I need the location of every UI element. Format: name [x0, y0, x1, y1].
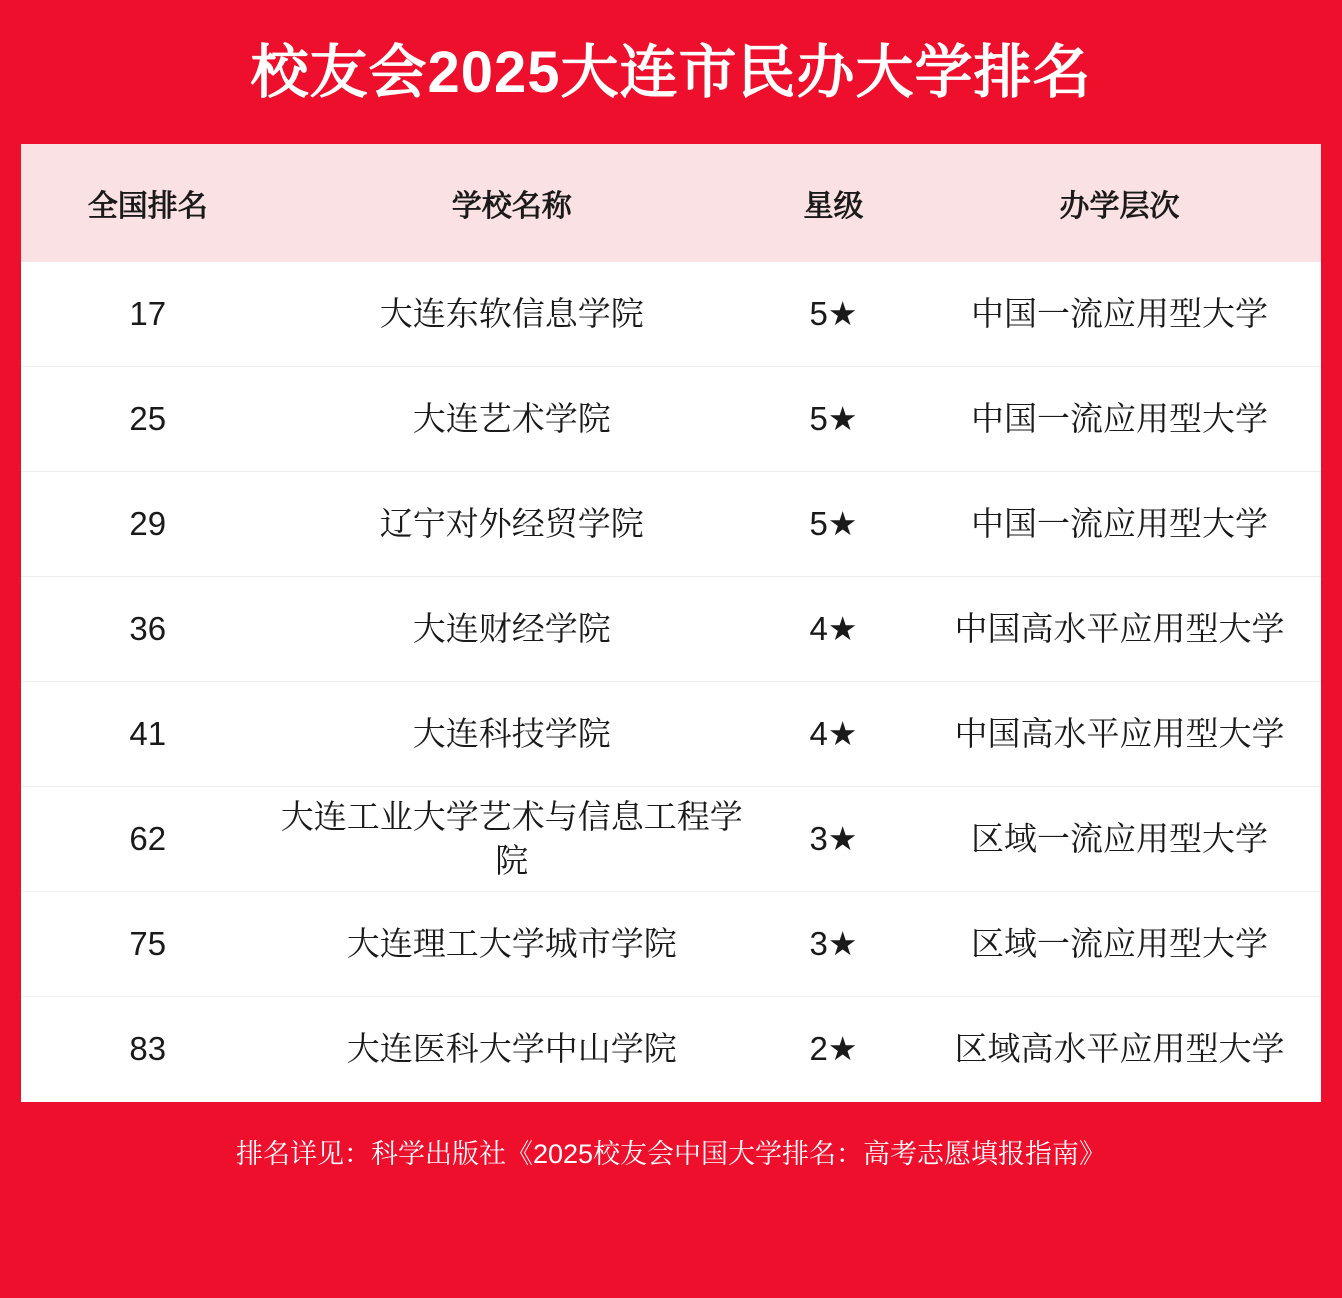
table-row — [21, 787, 1321, 892]
cell-star-rating: 4★ — [749, 577, 918, 682]
cell-star-rating: 4★ — [749, 682, 918, 787]
cell-school-name: 大连医科大学中山学院 — [275, 997, 750, 1102]
column-header-school-name: 学校名称 — [275, 144, 750, 262]
table-header — [21, 144, 1321, 262]
table-row — [21, 472, 1321, 577]
cell-star-rating: 5★ — [809, 294, 858, 332]
cell-level: 区域一流应用型大学 — [918, 787, 1321, 892]
table-body — [21, 262, 1321, 1102]
cell-school-name: 大连理工大学城市学院 — [275, 892, 750, 997]
cell-school-name: 大连东软信息学院 — [379, 294, 644, 332]
cell-level: 中国高水平应用型大学 — [918, 682, 1321, 787]
table-row — [21, 682, 1321, 787]
table-row — [21, 367, 1321, 472]
cell-star-rating: 3★ — [749, 787, 918, 892]
cell-rank: 41 — [21, 682, 275, 787]
cell-school-name: 大连科技学院 — [275, 682, 750, 787]
column-header-level: 办学层次 — [918, 144, 1321, 262]
cell-school-name: 大连艺术学院 — [275, 367, 750, 472]
cell-rank: 36 — [21, 577, 275, 682]
column-header-star-rating: 星级 — [749, 144, 918, 262]
cell-rank: 17 — [129, 294, 167, 332]
footer-note: 排名详见：科学出版社《2025校友会中国大学排名：高考志愿填报指南》 — [235, 1138, 1107, 1169]
cell-level: 中国一流应用型大学 — [918, 367, 1321, 472]
cell-star-rating: 5★ — [749, 367, 918, 472]
column-header-rank: 全国排名 — [21, 144, 275, 262]
cell-rank: 83 — [21, 997, 275, 1102]
cell-level: 区域一流应用型大学 — [918, 892, 1321, 997]
cell-school-name: 大连财经学院 — [275, 577, 750, 682]
cell-school-name: 大连工业大学艺术与信息工程学院 — [275, 787, 750, 892]
table-row — [21, 577, 1321, 682]
cell-level: 中国一流应用型大学 — [971, 294, 1268, 332]
table-row — [21, 997, 1321, 1102]
cell-rank: 29 — [21, 472, 275, 577]
page-title: 校友会2025大连市民办大学排名 — [250, 40, 1092, 105]
cell-star-rating: 2★ — [749, 997, 918, 1102]
ranking-table — [21, 144, 1321, 1102]
cell-level: 区域高水平应用型大学 — [918, 997, 1321, 1102]
table-row — [21, 262, 1321, 367]
cell-level: 中国高水平应用型大学 — [918, 577, 1321, 682]
cell-level: 中国一流应用型大学 — [918, 472, 1321, 577]
table-header-row — [21, 144, 1321, 262]
cell-star-rating: 5★ — [749, 472, 918, 577]
cell-school-name: 辽宁对外经贸学院 — [275, 472, 750, 577]
cell-rank: 62 — [21, 787, 275, 892]
cell-rank: 75 — [21, 892, 275, 997]
cell-rank: 25 — [21, 367, 275, 472]
table-row — [21, 892, 1321, 997]
cell-star-rating: 3★ — [749, 892, 918, 997]
ranking-table-container — [21, 144, 1321, 1102]
